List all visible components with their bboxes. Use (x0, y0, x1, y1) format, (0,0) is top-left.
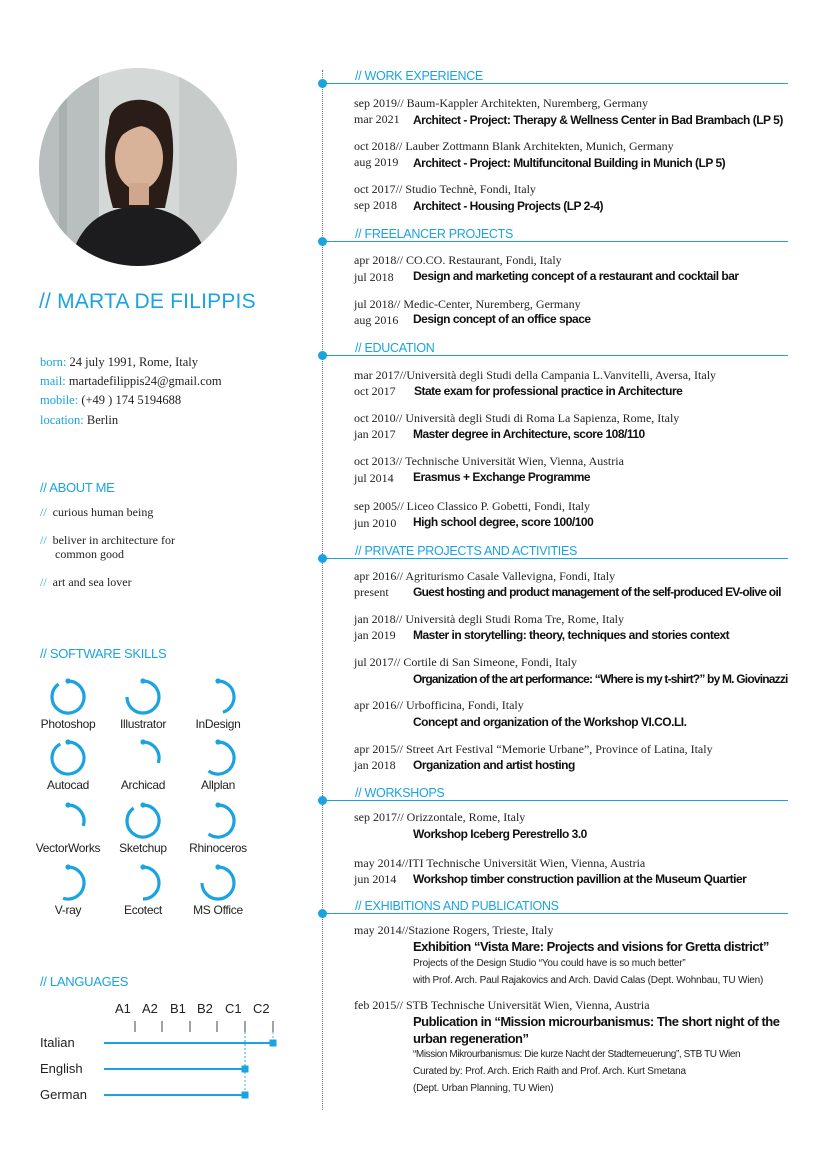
language-level-label: C1 (225, 1001, 242, 1016)
skill-ring (46, 675, 90, 719)
mail-line (40, 374, 222, 389)
location-label: location: (40, 413, 84, 427)
skill-arc-start (215, 739, 220, 744)
timeline-dot (318, 79, 327, 88)
language-name: Italian (40, 1035, 75, 1050)
entry-role: Organization and artist hosting (413, 758, 575, 772)
entry-line: feb 2015// STB Technische Universität Wien, Vienna, Austria (354, 998, 650, 1012)
timeline-dot (318, 351, 327, 360)
skill-arc (127, 681, 159, 713)
born-label: born: (40, 355, 67, 369)
skill-arc (218, 681, 234, 712)
skill-arc (127, 805, 159, 837)
skill-arc-start (215, 864, 220, 869)
entry-role: Exhibition “Vista Mare: Projects and visions for Gretta district” (413, 939, 769, 954)
language-name: English (40, 1061, 83, 1076)
skill-arc (209, 742, 234, 774)
entry-line: mar 2017//Università degli Studi della Campania L.Vanvitelli, Aversa, Italy (354, 368, 717, 382)
entry-line: oct 2017// Studio Technè, Fondi, Italy (354, 182, 536, 196)
entry-line: jul 2018 (354, 270, 394, 284)
section-rule (322, 913, 788, 914)
skill-arc-start (65, 802, 70, 807)
entry-role: Guest hosting and product management of the self-produced EV-olive oil (413, 585, 781, 599)
entry-line: aug 2019 (354, 155, 399, 169)
skill-arc (209, 805, 234, 837)
entry-role: Concept and organization of the Workshop VI.CO.LI. (413, 715, 687, 729)
language-level-label: B1 (170, 1001, 186, 1016)
timeline-dot (318, 237, 327, 246)
skill-label: Ecotect (124, 903, 162, 917)
about-item: // beliver in architecture for common good (40, 533, 175, 561)
entry-line: sep 2018 (354, 198, 397, 212)
entry-line: present (354, 585, 389, 599)
entry-role: High school degree, score 100/100 (413, 515, 594, 529)
section-rule (322, 800, 788, 801)
entry-line: jul 2017// Cortile di San Simeone, Fondi, Italy (354, 655, 577, 669)
entry-note: Projects of the Design Studio “You could have is so much better” (413, 958, 686, 969)
skill-ring (121, 799, 165, 843)
entry-line: sep 2017// Orizzontale, Rome, Italy (354, 810, 526, 824)
mail-value[interactable]: martadefilippis24@gmail.com (68, 374, 222, 388)
entry-line: oct 2018// Lauber Zottmann Blank Architekten, Munich, Germany (354, 139, 674, 153)
skill-label: V-ray (54, 903, 82, 917)
skill-arc (52, 742, 84, 774)
born-value: 24 july 1991, Rome, Italy (69, 355, 198, 369)
skill-arc-start (140, 802, 145, 807)
entry-line: aug 2016 (354, 313, 399, 327)
entry-note: “Mission Mikrourbanismus: Die kurze Nacht der Stadterneuerung”, STB TU Wien (413, 1049, 741, 1060)
timeline-dot (318, 909, 327, 918)
entry-role: urban regeneration” (413, 1031, 529, 1046)
about-title: // ABOUT ME (40, 480, 115, 495)
skill-arc-start (140, 739, 145, 744)
skill-arc-start (65, 678, 70, 683)
skill-label: VectorWorks (35, 841, 101, 855)
entry-line: jun 2014 (354, 872, 397, 886)
language-level-label: A2 (142, 1001, 158, 1016)
entry-line: jul 2018// Medic-Center, Nuremberg, Germany (354, 297, 581, 311)
skill-ring (196, 861, 240, 905)
language-level-label: B2 (197, 1001, 213, 1016)
entry-line: mar 2021 (354, 112, 400, 126)
entry-line: jan 2018// Università degli Studi Roma Tre, Rome, Italy (354, 612, 624, 626)
skill-label: Allplan (201, 778, 235, 792)
section-rule (322, 355, 788, 356)
skill-ring (196, 675, 240, 719)
entry-line: apr 2015// Street Art Festival “Memorie Urbane”, Province of Latina, Italy (354, 742, 713, 756)
skill-label: Rhinoceros (189, 841, 247, 855)
skill-arc-start (65, 739, 70, 744)
location-line (40, 413, 118, 428)
skill-arc-start (65, 864, 70, 869)
section-rule (322, 241, 788, 242)
entry-line: apr 2016// Agriturismo Casale Vallevigna, Fondi, Italy (354, 569, 616, 583)
software-title: // SOFTWARE SKILLS (40, 646, 167, 661)
timeline-line (322, 70, 323, 1110)
entry-line: sep 2019// Baum-Kappler Architekten, Nuremberg, Germany (354, 96, 649, 110)
skill-arc-start (140, 864, 145, 869)
skill-arc-start (215, 802, 220, 807)
profile-photo (39, 68, 237, 266)
language-level-label: C2 (253, 1001, 270, 1016)
entry-note: Curated by: Prof. Arch. Erich Raith and Prof. Arch. Kurt Smetana (413, 1066, 686, 1077)
entry-line: jan 2018 (354, 758, 396, 772)
entry-line: jan 2017 (354, 427, 396, 441)
skill-label: Sketchup (119, 841, 167, 855)
mail-label: mail: (40, 374, 66, 388)
skill-ring (196, 736, 240, 780)
candidate-name: // MARTA DE FILIPPIS (39, 290, 256, 313)
entry-role: Publication in “Mission microurbanismus: The short night of the (413, 1014, 780, 1029)
entry-role: Erasmus + Exchange Programme (413, 470, 591, 484)
entry-role: Design concept of an office space (413, 312, 591, 326)
skill-label: Photoshop (40, 717, 96, 731)
section-rule (322, 558, 788, 559)
work-experience-title: // WORK EXPERIENCE (355, 69, 483, 83)
skill-arc-start (140, 678, 145, 683)
freelancer-title: // FREELANCER PROJECTS (355, 227, 514, 241)
skill-arc (63, 867, 84, 899)
language-name: German (40, 1087, 87, 1102)
entry-line: jul 2014 (354, 471, 394, 485)
skill-label: MS Office (193, 903, 243, 917)
private-projects-title: // PRIVATE PROJECTS AND ACTIVITIES (355, 544, 578, 558)
entry-role: Architect - Housing Projects (LP 2-4) (413, 199, 603, 213)
entry-line: oct 2010// Università degli Studi di Roma La Sapienza, Rome, Italy (354, 411, 680, 425)
education-title: // EDUCATION (355, 341, 435, 355)
entry-role: Workshop timber construction pavillion at the Museum Quartier (413, 872, 747, 886)
skill-arc (143, 742, 159, 763)
skill-ring (196, 799, 240, 843)
skill-arc-start (215, 678, 220, 683)
skill-ring (46, 799, 90, 843)
entry-line: oct 2013// Technische Universität Wien, Vienna, Austria (354, 454, 624, 468)
skill-label: InDesign (195, 717, 241, 731)
entry-line: oct 2017 (354, 384, 396, 398)
skill-ring (121, 675, 165, 719)
entry-role: Organization of the art performance: “Where is my t-shirt?” by M. Giovinazzi (413, 672, 788, 686)
entry-line: may 2014//ITI Technische Universität Wien, Vienna, Austria (354, 856, 646, 870)
skill-arc (202, 867, 234, 899)
entry-role: Master degree in Architecture, score 108/110 (413, 427, 645, 441)
skill-label: Archicad (120, 778, 166, 792)
section-rule (322, 83, 788, 84)
exhibitions-title: // EXHIBITIONS AND PUBLICATIONS (355, 899, 559, 913)
entry-note: (Dept. Urban Planning, TU Wien) (413, 1083, 554, 1094)
skill-ring (121, 736, 165, 780)
mobile-value: (+49 ) 174 5194688 (81, 393, 182, 407)
language-level-label: A1 (115, 1001, 131, 1016)
portrait-image (39, 68, 237, 266)
entry-line: apr 2016// Urbofficina, Fondi, Italy (354, 698, 524, 712)
mobile-line (40, 393, 181, 408)
entry-role: Architect - Project: Multifuncitonal Building in Munich (LP 5) (413, 156, 726, 170)
skill-ring (46, 736, 90, 780)
entry-line: may 2014//Stazione Rogers, Trieste, Italy (354, 923, 554, 937)
skill-ring (46, 861, 90, 905)
entry-role: Design and marketing concept of a restaurant and cocktail bar (413, 269, 739, 283)
languages-title: // LANGUAGES (40, 974, 129, 989)
entry-line: jun 2010 (354, 516, 397, 530)
timeline-dot (318, 554, 327, 563)
entry-role: Master in storytelling: theory, techniques and stories context (413, 628, 730, 642)
mobile-label: mobile: (40, 393, 79, 407)
entry-role: State exam for professional practice in Architecture (414, 384, 683, 398)
entry-note: with Prof. Arch. Paul Rajakovics and Arch. David Calas (Dept. Wohnbau, TU Wien) (413, 975, 764, 986)
entry-line: apr 2018// CO.CO. Restaurant, Fondi, Italy (354, 253, 562, 267)
skill-arc (68, 805, 84, 826)
skill-ring (121, 861, 165, 905)
location-value: Berlin (86, 413, 119, 427)
entry-role: Architect - Project: Therapy & Wellness Center in Bad Brambach (LP 5) (413, 113, 783, 127)
skill-arc (52, 681, 84, 713)
born-line (40, 355, 198, 370)
skill-label: Illustrator (119, 717, 167, 731)
about-item: // curious human being (40, 505, 154, 519)
entry-line: sep 2005// Liceo Classico P. Gobetti, Fondi, Italy (354, 499, 590, 513)
workshops-title: // WORKSHOPS (355, 786, 445, 800)
entry-role: Workshop Iceberg Perestrello 3.0 (413, 827, 587, 841)
entry-line: jan 2019 (354, 628, 396, 642)
skill-arc (143, 867, 159, 899)
about-item: // art and sea lover (40, 575, 132, 589)
skill-label: Autocad (47, 778, 89, 792)
timeline-dot (318, 796, 327, 805)
